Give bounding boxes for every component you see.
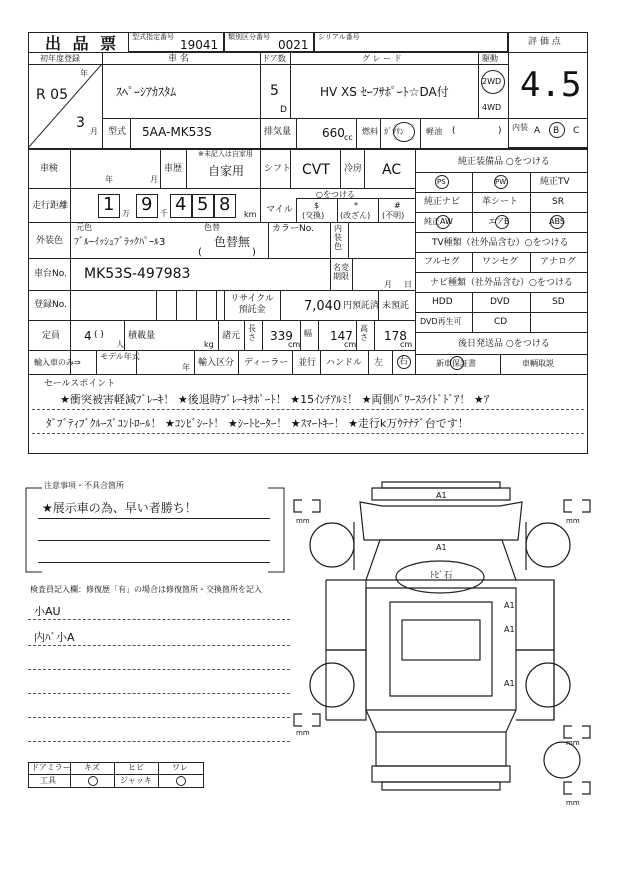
door-type: D [280,105,287,115]
equip-abs: ABS [549,217,565,226]
man-unit: 万 [122,209,130,218]
inspection-label: 車検 [40,164,59,174]
damage-mark: A1 [504,625,515,634]
serial-label: シリアル番号 [318,33,360,41]
first-reg-month: 3 [76,115,85,131]
kg-unit: kg [204,340,214,349]
tools-circle [88,776,98,786]
inspector-line: 小AU [34,605,61,618]
history-value: 自家用 [208,164,245,178]
color-no-label: カラーNo. [272,224,314,234]
notes-label: 注意事項・不具合箇所 [44,481,124,490]
dollar-mark: $ [314,201,320,210]
legend-break: ワレ [172,763,188,772]
width-label: 幅 [304,329,312,338]
equip-leather: 革シート [482,197,519,207]
ac-label: 冷房 [344,164,363,174]
cm-unit: cm [288,340,301,349]
model-spec-value: 19041 [180,38,219,52]
tv-fullseg: フルセグ [424,257,460,267]
length-value: 339 [270,329,293,343]
chassis-label: 車台No. [34,269,67,279]
model-year-unit: 年 [182,363,190,372]
car-name-label: 車 名 [168,54,189,64]
history-label: 車歴 [164,164,183,174]
year-unit: 年 [80,69,88,78]
model-year-label: モデル年式 [100,352,140,361]
tv-analog: アナログ [540,257,577,267]
category-label: 類別区分番号 [228,33,270,41]
tv-oneseg: ワンセグ [482,257,519,267]
interior-b: B [553,126,560,136]
inspector-line: 内ﾊﾞ小A [34,631,75,644]
km-unit: km [244,210,257,219]
right-label: 右 [399,357,409,367]
width-value: 147 [330,329,353,343]
fuel-value: ｶﾞｿﾘﾝ [384,127,404,136]
insp-year: 年 [105,175,113,184]
capacity-label: 定員 [42,331,61,341]
fuel-label: 燃料 [362,127,378,136]
interior-c: C [573,126,580,136]
equip-sr: SR [552,197,564,207]
cm-unit: cm [400,340,413,349]
recycle-unpaid: 未預託 [382,301,410,311]
jack-circle [176,776,186,786]
equip-tv: 純正TV [540,177,570,187]
first-reg-label: 初年度登録 [40,54,80,63]
mm-label: mm [296,517,310,525]
drive-label: 駆動 [482,54,498,63]
doors-label: ドア数 [262,54,286,63]
navi-dvd-play: DVD再生可 [420,317,462,326]
import-label: 輸入車のみ⇒ [34,358,81,367]
capacity-paren: ( ) [94,330,104,340]
damage-mark: A1 [436,491,447,500]
recycle-status: 円預託済 [343,301,380,311]
parallel-label: 並行 [298,358,317,368]
name-change-label: 名変期限 [333,263,349,282]
navi-cd: CD [494,317,508,327]
legend-mirror: ドアミラー [31,763,71,772]
mileage-label: 走行距離 [32,201,69,211]
navi-dvd: DVD [490,297,510,307]
interior-a: A [534,126,541,136]
mark-note: ○をつける [316,190,355,199]
mileage-digit: 9 [141,194,153,215]
chassis-value: MK53S-497983 [84,266,191,282]
star-mark: * [354,201,358,210]
paren-open: ( [198,247,202,258]
hash-mark: # [394,201,401,210]
mileage-digit: 1 [103,194,115,215]
later-warranty: 新車保証書 [436,359,476,368]
height-value: 178 [384,329,407,343]
body-label: 諸元 [222,331,241,341]
drive-4wd: 4WD [482,103,502,112]
damage-mark: A1 [504,601,515,610]
sen-unit: 千 [160,209,168,218]
left-label: 左 [374,358,384,368]
mileage-digit: 4 [175,194,187,215]
grade-value: HV XS ｾｰﾌｻﾎﾟｰﾄ☆DA付 [320,85,449,99]
mm-label: mm [296,729,310,737]
orig-color-label: 元色 [76,223,92,232]
sales-line-1: ★衝突被害軽減ﾌﾞﾚｰｷ！ ★後退時ﾌﾞﾚｰｷｻﾎﾟｰﾄ！ ★15ｲﾝﾁｱﾙﾐ！ ★両側ﾊﾟﾜｰｽﾗｲﾄﾞﾄﾞｱ！ ★ｱ [60,393,490,406]
capacity-value: 4 [84,329,92,343]
handle-label: ハンドル [326,358,363,368]
month-unit: 月 [90,127,98,136]
navi-hdd: HDD [432,297,453,307]
dealer-label: ディーラー [244,358,289,368]
mileage-digit: 8 [219,194,231,215]
exchange-label: (交換) [302,211,325,220]
equip-navi: 純正ナビ [424,197,461,207]
navi-sd: SD [552,297,565,307]
score-label: 評 価 点 [528,37,561,47]
import-type-label: 輸入区分 [198,358,235,368]
length-label: 長さ [248,324,256,342]
sales-label: セールスポイント [44,379,116,389]
model-type-label: 型式 [108,127,127,137]
nc-day: 日 [404,280,412,289]
fuel-light-label: 軽油 [426,127,442,136]
category-value: 0021 [278,38,309,52]
doors-value: 5 [270,83,279,99]
color-change-value: 色替無 [214,235,251,249]
equip-ps: PS [437,178,446,186]
legend-tools: 工具 [40,776,56,785]
legend-jack: ジャッキ [120,776,152,785]
legend-scratch: キズ [84,763,100,772]
recycle-value: 7,040 [304,299,342,314]
nc-month: 月 [384,280,392,289]
interior-color-label: 内装色 [334,224,342,251]
notes-text: ★展示車の為、早い者勝ち！ [42,501,197,515]
sales-line-2: ﾀﾞﾌﾞﾃｨﾌﾞｸﾙｰｽﾞｺﾝﾄﾛｰﾙ！ ★ｺﾝﾋﾞｼｰﾄ！ ★ｼｰﾄﾋｰﾀｰ！ ★ｽﾏｰﾄｷｰ！ ★走行k万ｳﾃﾅﾃﾞ台です！ [46,417,469,430]
model-type-value: 5AA-MK53S [142,125,212,139]
grade-label: グ レ ー ド [362,54,402,63]
mm-label: mm [566,799,580,807]
score-value: 4.5 [520,65,582,105]
registration-label: 登録No. [34,300,67,310]
legend-crack: ヒビ [128,763,144,772]
ac-value: AC [382,162,402,178]
form-title: 出 品 票 [45,34,120,53]
damage-mark: A1 [504,679,515,688]
drive-2wd: 2WD [482,77,502,86]
exterior-label: 外装色 [36,236,64,246]
mm-label: mm [566,739,580,747]
equip-aw: 純正AW [424,217,453,226]
load-label: 積載量 [128,331,156,341]
later-header: 後日発送品 ○をつける [458,339,550,349]
color-change-label: 色替 [204,223,220,232]
inspector-label: 検査員記入欄：修復歴「有」の場合は修復箇所・交換箇所を記入 [30,585,262,594]
mm-label: mm [566,517,580,525]
damage-mark: A1 [436,543,447,552]
later-manual: 車輌取説 [522,359,554,368]
equip-pw: PW [495,178,507,186]
shift-value: CVT [302,162,330,178]
mileage-digit: 5 [197,194,209,215]
mile-label: マイル [266,205,293,215]
unknown-label: (不明) [382,211,405,220]
first-reg-era: R 05 [36,87,68,103]
damage-mark-chip: ﾄﾋﾞ石 [430,571,453,581]
altered-label: (改ざん) [340,211,371,220]
displacement-value: 660 [322,126,345,140]
car-name-value: ｽﾍﾟｰｼｱｶｽﾀﾑ [116,85,177,99]
own-use-note: ※未記入は自家用 [198,150,253,158]
displacement-label: 排気量 [264,127,292,137]
insp-month: 月 [150,175,158,184]
height-label: 高さ [360,324,368,342]
equipment-header: 純正装備品 ○をつける [458,157,550,167]
interior-label: 内装 [512,123,528,132]
recycle-label: リサイクル預託金 [230,294,274,315]
model-spec-label: 型式指定番号 [132,33,174,41]
equip-airbag: エアB [488,217,510,226]
cm-unit: cm [344,340,357,349]
navi-header: ナビ種類（社外品含む）○をつける [430,278,573,288]
car-diagram [290,470,600,820]
color-value: ﾌﾞﾙｰｲｯｼｭﾌﾞﾗｯｸﾊﾟｰﾙ3 [74,237,166,248]
displacement-unit: cc [344,133,353,142]
paren-close: ) [252,247,256,258]
person-unit: 人 [116,340,124,349]
tv-header: TV種類（社外品含む）○をつける [432,238,569,248]
shift-label: シフト [264,164,292,174]
